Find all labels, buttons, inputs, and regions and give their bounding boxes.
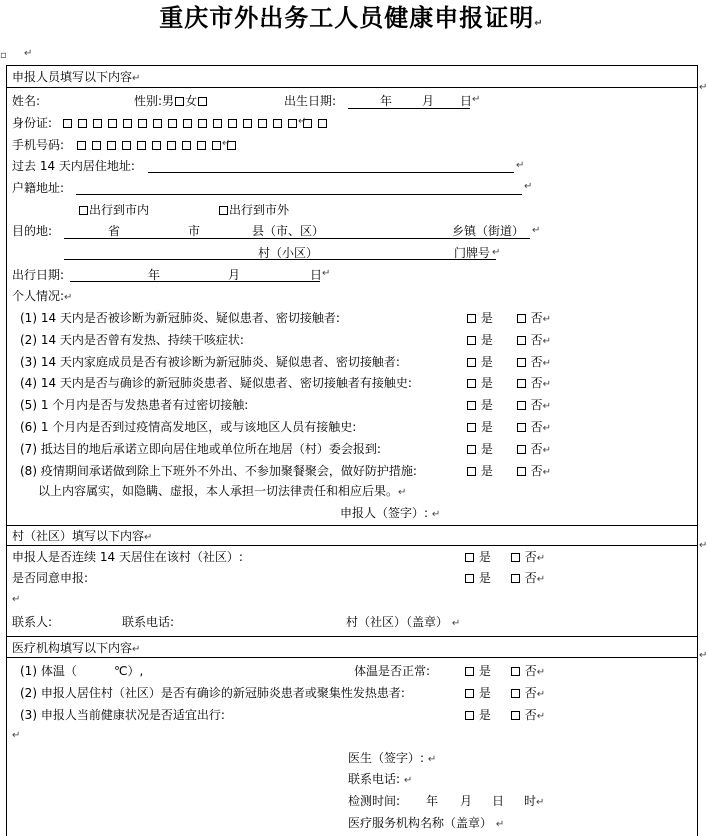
province-label: 省 [108, 224, 121, 238]
paragraph-mark: ▫ [0, 50, 7, 61]
paragraph-mark: ↵ [524, 181, 533, 192]
city-label: 市 [188, 224, 201, 238]
digit-box[interactable] [258, 119, 267, 128]
test-time-label: 检测时间: [348, 794, 401, 808]
doctor-signature-label: 医生（签字）: ↵ [348, 751, 437, 765]
section-divider [6, 636, 697, 637]
declaration-text: 以上内容属实，如隐瞒、虚报，本人承担一切法律责任和相应后果。↵ [38, 484, 407, 498]
paragraph-mark: ↵ [24, 48, 33, 59]
yes-checkbox[interactable] [467, 445, 476, 454]
medical-phone-label: 联系电话: ↵ [348, 772, 413, 786]
digit-box[interactable] [107, 141, 116, 150]
yes-checkbox[interactable] [465, 711, 474, 720]
yes-checkbox[interactable] [467, 358, 476, 367]
paragraph-mark: ↵ [516, 160, 525, 171]
test-hour-label: 时↵ [524, 794, 545, 808]
community-q2-options[interactable]: 是 否↵ [464, 570, 545, 588]
no-checkbox[interactable] [511, 667, 520, 676]
paragraph-mark: ↵ [12, 730, 21, 741]
test-year-label: 年 [426, 794, 439, 808]
digit-box[interactable] [122, 141, 131, 150]
medical-question-2: (2) 申报人居住村（社区）是否有确诊的新冠肺炎患者或聚集性发热患者: [20, 686, 405, 700]
contact-person-label: 联系人: [12, 615, 53, 629]
no-checkbox[interactable] [517, 401, 526, 410]
no-checkbox[interactable] [511, 553, 520, 562]
yes-no-options[interactable]: 是 否↵ [466, 441, 551, 459]
no-checkbox[interactable] [511, 574, 520, 583]
section-header-community: 村（社区）填写以下内容↵ [12, 529, 153, 543]
name-label: 姓名: [12, 94, 41, 108]
digit-box[interactable] [168, 119, 177, 128]
household-address-label: 户籍地址: [12, 181, 65, 195]
digit-box[interactable] [137, 141, 146, 150]
temperature-normal-label: 体温是否正常: [354, 664, 431, 678]
personal-question: (7) 抵达目的地后承诺立即向居住地或单位所在地居（村）委会报到: [20, 441, 381, 456]
gender-field: 性别:男 女 [134, 93, 208, 109]
yes-no-options[interactable]: 是 否↵ [466, 463, 551, 481]
digit-box[interactable] [212, 141, 221, 150]
yes-checkbox[interactable] [467, 423, 476, 432]
paragraph-mark: ↵ [298, 116, 307, 127]
temperature-label: (1) 体温（ [20, 664, 77, 678]
yes-no-options[interactable]: 是 否↵ [466, 354, 551, 372]
digit-box[interactable] [318, 119, 327, 128]
yes-checkbox[interactable] [465, 689, 474, 698]
digit-box[interactable] [108, 119, 117, 128]
digit-box[interactable] [273, 119, 282, 128]
digit-box[interactable] [153, 119, 162, 128]
birth-month-label: 月 [422, 94, 435, 108]
temperature-unit: ℃）, [114, 664, 144, 678]
paragraph-mark: ↵ [472, 94, 481, 105]
institution-seal-label: 医疗服务机构名称（盖章） ↵ [348, 816, 505, 830]
digit-box[interactable] [138, 119, 147, 128]
male-checkbox[interactable] [175, 97, 184, 106]
yes-checkbox[interactable] [465, 553, 474, 562]
yes-no-options[interactable]: 是 否↵ [466, 397, 551, 415]
digit-box[interactable] [213, 119, 222, 128]
digit-box[interactable] [228, 119, 237, 128]
paragraph-mark: ↵ [492, 247, 501, 258]
yes-no-options[interactable]: 是 否↵ [466, 375, 551, 393]
community-q1-options[interactable]: 是 否↵ [464, 549, 545, 567]
digit-box[interactable] [182, 141, 191, 150]
id-number-boxes[interactable] [62, 115, 332, 131]
birth-date-underline [348, 108, 470, 109]
yes-no-options[interactable]: 是 否↵ [466, 332, 551, 350]
temp-normal-options[interactable]: 是 否↵ [464, 663, 545, 681]
house-number-label: 门牌号 [454, 246, 491, 260]
no-checkbox[interactable] [511, 689, 520, 698]
community-question-2: 是否同意申报: [12, 571, 89, 585]
village-label: 村（小区） [258, 246, 319, 260]
yes-checkbox[interactable] [467, 467, 476, 476]
yes-no-options[interactable]: 是 否↵ [466, 419, 551, 437]
birth-year-label: 年 [380, 94, 393, 108]
yes-checkbox[interactable] [467, 379, 476, 388]
section-divider [6, 525, 697, 526]
travel-outer-checkbox[interactable] [219, 206, 228, 215]
paragraph-mark: ↵ [222, 138, 231, 149]
section-divider [6, 545, 697, 546]
personal-question: (8) 疫情期间承诺做到除上下班外不外出、不参加聚餐聚会，做好防护措施: [20, 463, 417, 478]
yes-checkbox[interactable] [467, 314, 476, 323]
section-header-medical: 医疗机构填写以下内容↵ [12, 641, 141, 655]
row-mark: ↵ [699, 650, 707, 661]
phone-label: 手机号码: [12, 138, 65, 152]
yes-checkbox[interactable] [467, 401, 476, 410]
paragraph-mark: ↵ [532, 225, 541, 236]
table-top-border [6, 65, 697, 66]
yes-checkbox[interactable] [467, 336, 476, 345]
digit-box[interactable] [243, 119, 252, 128]
digit-box[interactable] [92, 141, 101, 150]
no-checkbox[interactable] [517, 445, 526, 454]
no-checkbox[interactable] [517, 423, 526, 432]
row-mark: ↵ [699, 82, 707, 93]
test-day-label: 日 [492, 794, 505, 808]
community-seal-label: 村（社区）（盖章） ↵ [346, 615, 461, 629]
phone-number-boxes[interactable] [76, 137, 241, 153]
no-checkbox[interactable] [517, 358, 526, 367]
medical-question-3: (3) 申报人当前健康状况是否适宜出行: [20, 708, 225, 722]
personal-question: (3) 14 天内家庭成员是否有被诊断为新冠肺炎、疑似患者、密切接触者: [20, 354, 400, 369]
paragraph-mark: ↵ [322, 268, 331, 279]
digit-box[interactable] [198, 119, 207, 128]
county-label: 县（市、区） [252, 224, 325, 238]
section-divider [6, 657, 697, 658]
table-right-border [697, 65, 698, 836]
digit-box[interactable] [183, 119, 192, 128]
town-label: 乡镇（街道） [452, 224, 525, 238]
departure-day-label: 日 [310, 268, 323, 282]
departure-month-label: 月 [228, 268, 241, 282]
personal-situation-label: 个人情况:↵ [12, 289, 73, 303]
departure-year-label: 年 [148, 268, 161, 282]
personal-question: (5) 1 个月内是否与发热患者有过密切接触: [20, 398, 249, 413]
digit-box[interactable] [63, 119, 72, 128]
no-checkbox[interactable] [517, 336, 526, 345]
medical-q3-options[interactable]: 是 否↵ [464, 707, 545, 725]
digit-box[interactable] [77, 141, 86, 150]
applicant-signature-label: 申报人（签字）: ↵ [340, 506, 441, 520]
yes-checkbox[interactable] [465, 574, 474, 583]
digit-box[interactable] [152, 141, 161, 150]
personal-question: (1) 14 天内是否被诊断为新冠肺炎、疑似患者、密切接触者: [20, 311, 340, 325]
section-divider [6, 87, 697, 88]
test-month-label: 月 [460, 794, 473, 808]
destination-label: 目的地: [12, 224, 53, 238]
table-left-border [6, 65, 7, 836]
residence-14-days-label: 过去 14 天内居住地址: [12, 159, 135, 173]
residence-14-days-field[interactable] [148, 172, 514, 173]
no-checkbox[interactable] [517, 379, 526, 388]
no-checkbox[interactable] [517, 314, 526, 323]
departure-date-underline[interactable] [70, 281, 320, 282]
section-header-applicant: 申报人员填写以下内容↵ [12, 70, 141, 84]
travel-inner-checkbox[interactable] [79, 206, 88, 215]
digit-box[interactable] [123, 119, 132, 128]
personal-question: (4) 14 天内是否与确诊的新冠肺炎患者、疑似患者、密切接触者有接触史: [20, 376, 412, 391]
birth-day-label: 日 [460, 94, 473, 108]
yes-checkbox[interactable] [465, 667, 474, 676]
birth-date-label: 出生日期: [284, 94, 337, 108]
digit-box[interactable] [78, 119, 87, 128]
community-question-1: 申报人是否连续 14 天居住在该村（社区）: [12, 550, 243, 564]
paragraph-mark: ↵ [12, 594, 21, 605]
departure-date-label: 出行日期: [12, 268, 65, 282]
personal-question: (2) 14 天内是否曾有发热、持续干咳症状: [20, 332, 244, 347]
contact-phone-label: 联系电话: [122, 615, 175, 629]
digit-box[interactable] [197, 141, 206, 150]
travel-outer-option[interactable]: 出行到市外 [218, 202, 289, 218]
digit-box[interactable] [93, 119, 102, 128]
female-checkbox[interactable] [198, 97, 207, 106]
no-checkbox[interactable] [517, 467, 526, 476]
household-address-field[interactable] [76, 194, 522, 195]
id-label: 身份证: [12, 116, 53, 130]
digit-box[interactable] [167, 141, 176, 150]
digit-box[interactable] [288, 119, 297, 128]
row-mark: ↵ [699, 540, 707, 551]
travel-inner-option[interactable]: 出行到市内 [78, 202, 149, 218]
yes-no-options[interactable]: 是 否↵ [466, 310, 551, 328]
page-title: 重庆市外出务工人员健康申报证明↵ [159, 4, 544, 32]
no-checkbox[interactable] [511, 711, 520, 720]
medical-q2-options[interactable]: 是 否↵ [464, 685, 545, 703]
personal-question: (6) 1 个月内是否到过疫情高发地区，或与该地区人员有接触史: [20, 420, 357, 434]
